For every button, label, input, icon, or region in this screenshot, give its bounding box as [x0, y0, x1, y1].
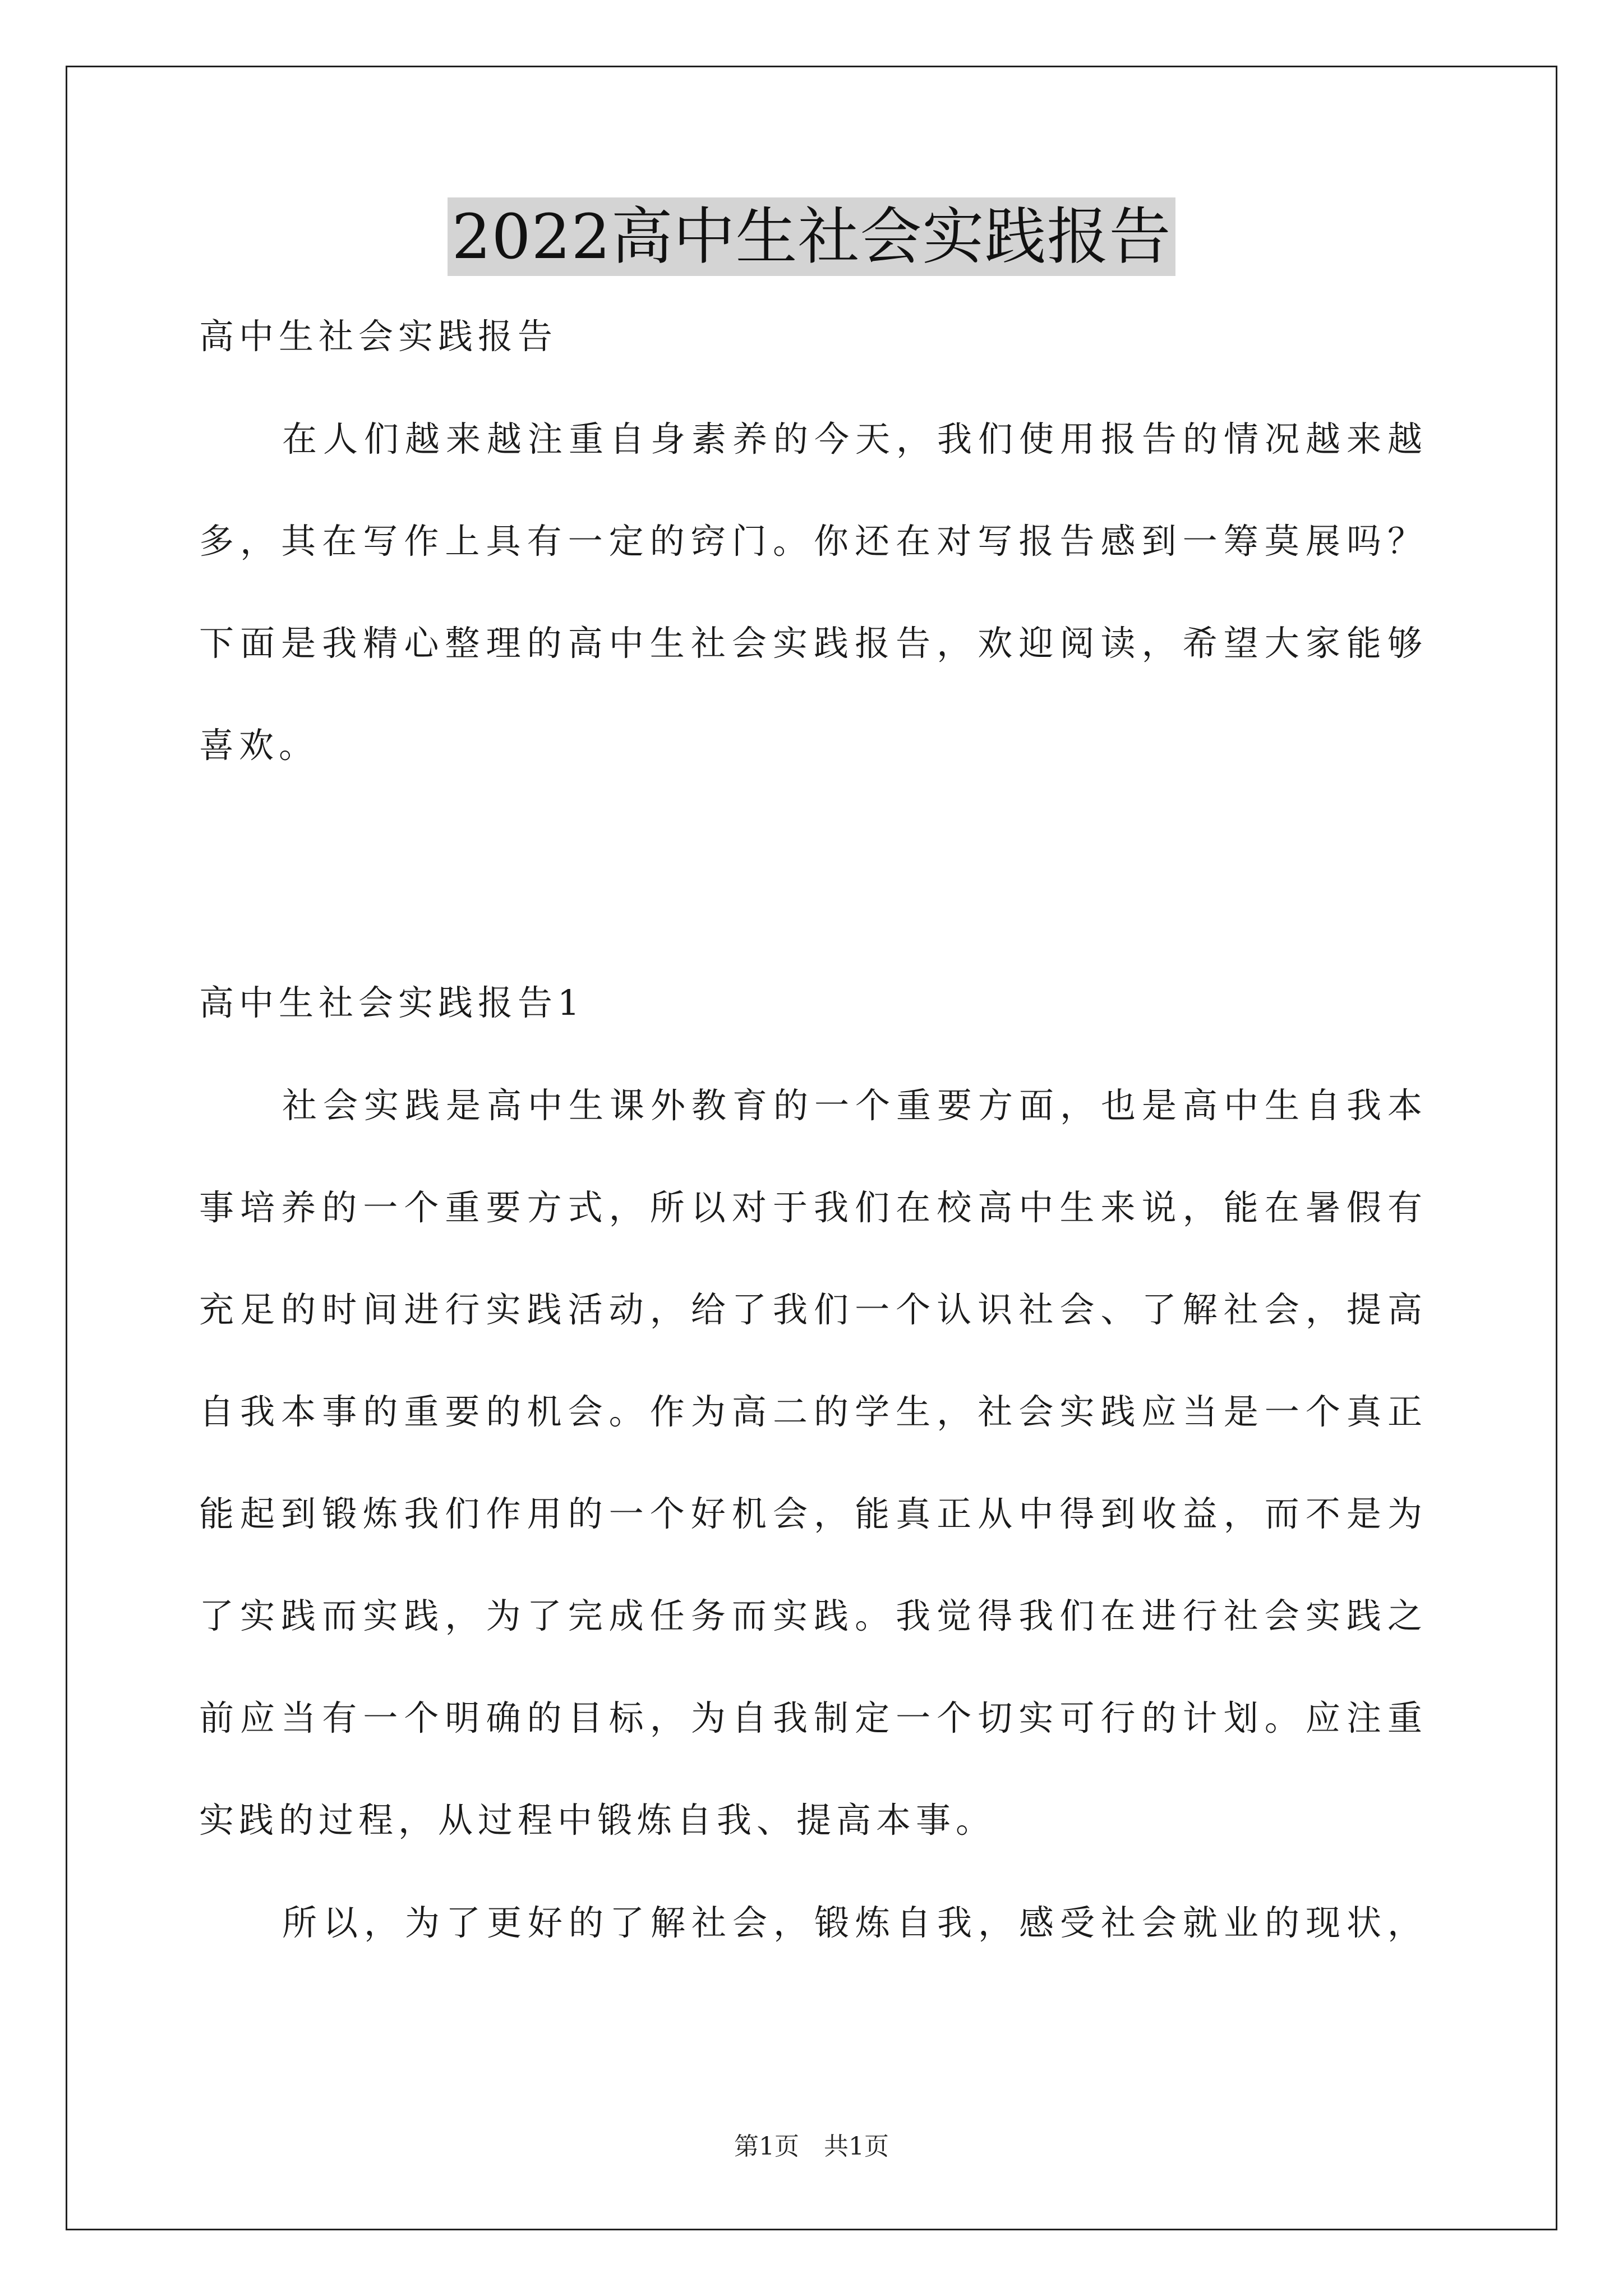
paragraph1-line-3: 充足的时间进行实践活动，给了我们一个认识社会、了解社会，提高 — [199, 1289, 1427, 1330]
section-heading: 高中生社会实践报告1 — [199, 982, 585, 1023]
paragraph1-line-8: 实践的过程，从过程中锻炼自我、提高本事。 — [199, 1800, 996, 1841]
intro-line-3: 下面是我精心整理的高中生社会实践报告，欢迎阅读，希望大家能够 — [199, 623, 1427, 664]
title-wrapper — [0, 197, 1623, 276]
page-number: 第1页 共1页 — [734, 2132, 889, 2161]
paragraph2-line-1: 所以，为了更好的了解社会，锻炼自我，感受社会就业的现状， — [282, 1902, 1427, 1943]
paragraph1-line-4: 自我本事的重要的机会。作为高二的学生，社会实践应当是一个真正 — [199, 1391, 1427, 1432]
intro-line-4: 喜欢。 — [199, 725, 319, 766]
intro-line-2: 多，其在写作上具有一定的窍门。你还在对写报告感到一筹莫展吗？ — [199, 521, 1427, 562]
intro-heading: 高中生社会实践报告 — [199, 316, 558, 357]
document-title: 2022高中生社会实践报告 — [448, 197, 1176, 276]
paragraph1-line-2: 事培养的一个重要方式，所以对于我们在校高中生来说，能在暑假有 — [199, 1187, 1427, 1228]
intro-line-1: 在人们越来越注重自身素养的今天，我们使用报告的情况越来越 — [282, 418, 1427, 459]
paragraph1-line-5: 能起到锻炼我们作用的一个好机会，能真正从中得到收益，而不是为 — [199, 1493, 1427, 1534]
paragraph1-line-1: 社会实践是高中生课外教育的一个重要方面，也是高中生自我本 — [282, 1085, 1427, 1126]
paragraph1-line-7: 前应当有一个明确的目标，为自我制定一个切实可行的计划。应注重 — [199, 1697, 1427, 1738]
paragraph1-line-6: 了实践而实践，为了完成任务而实践。我觉得我们在进行社会实践之 — [199, 1595, 1427, 1636]
